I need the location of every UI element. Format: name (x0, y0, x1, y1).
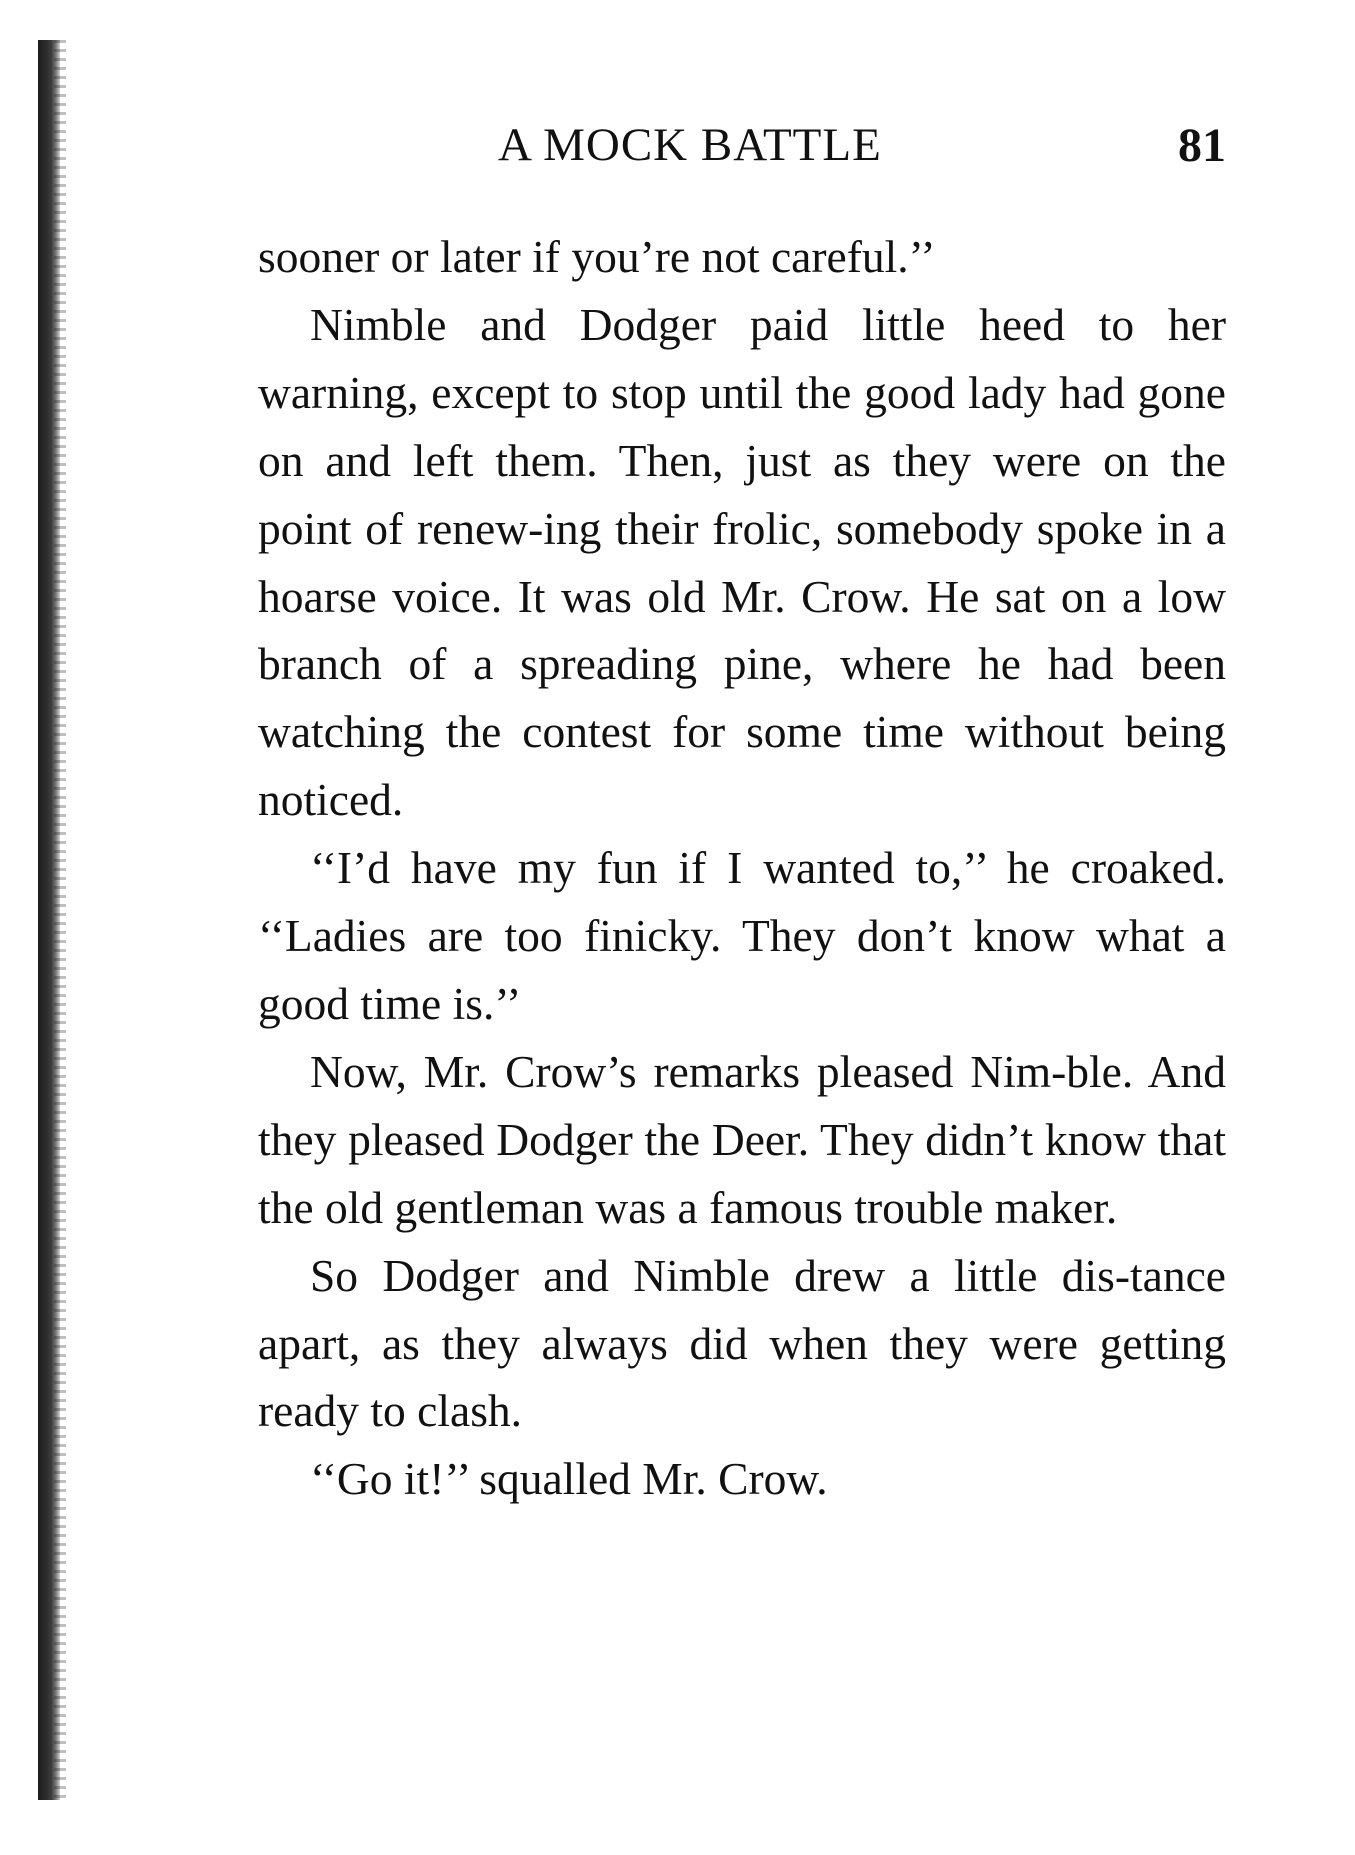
body-text (258, 223, 1226, 1513)
paragraph: Now, Mr. Crow’s remarks pleased Nim-ble. And they pleased Dodger the Deer. They didn’t know that the old gentleman was a famous trouble maker. (258, 1045, 1226, 1233)
paragraph: Nimble and Dodger paid little heed to her warning, except to stop until the good lady had gone on and left them. Then, just as they were on the point of renew-ing their frolic, somebody spoke in a hoarse voice. It was old Mr. Crow. He sat on a low branch of a spreading pine, where he had been watching the contest for some time without being noticed. (258, 298, 1226, 826)
page-number: 81 (1178, 119, 1226, 172)
paragraph: sooner or later if you’re not careful.’’ (258, 231, 936, 282)
page-header (258, 118, 1226, 188)
paragraph: ‘‘Go it!’’ squalled Mr. Crow. (310, 1453, 828, 1505)
page-binding-edge (38, 40, 60, 1800)
running-title: A MOCK BATTLE (498, 119, 882, 171)
paragraph: ‘‘I’d have my fun if I wanted to,’’ he croaked. ‘‘Ladies are too finicky. They don’t know what a good time is.’’ (258, 842, 1226, 1029)
paragraph: So Dodger and Nimble drew a little dis-tance apart, as they always did when they were getting ready to clash. (258, 1249, 1226, 1437)
